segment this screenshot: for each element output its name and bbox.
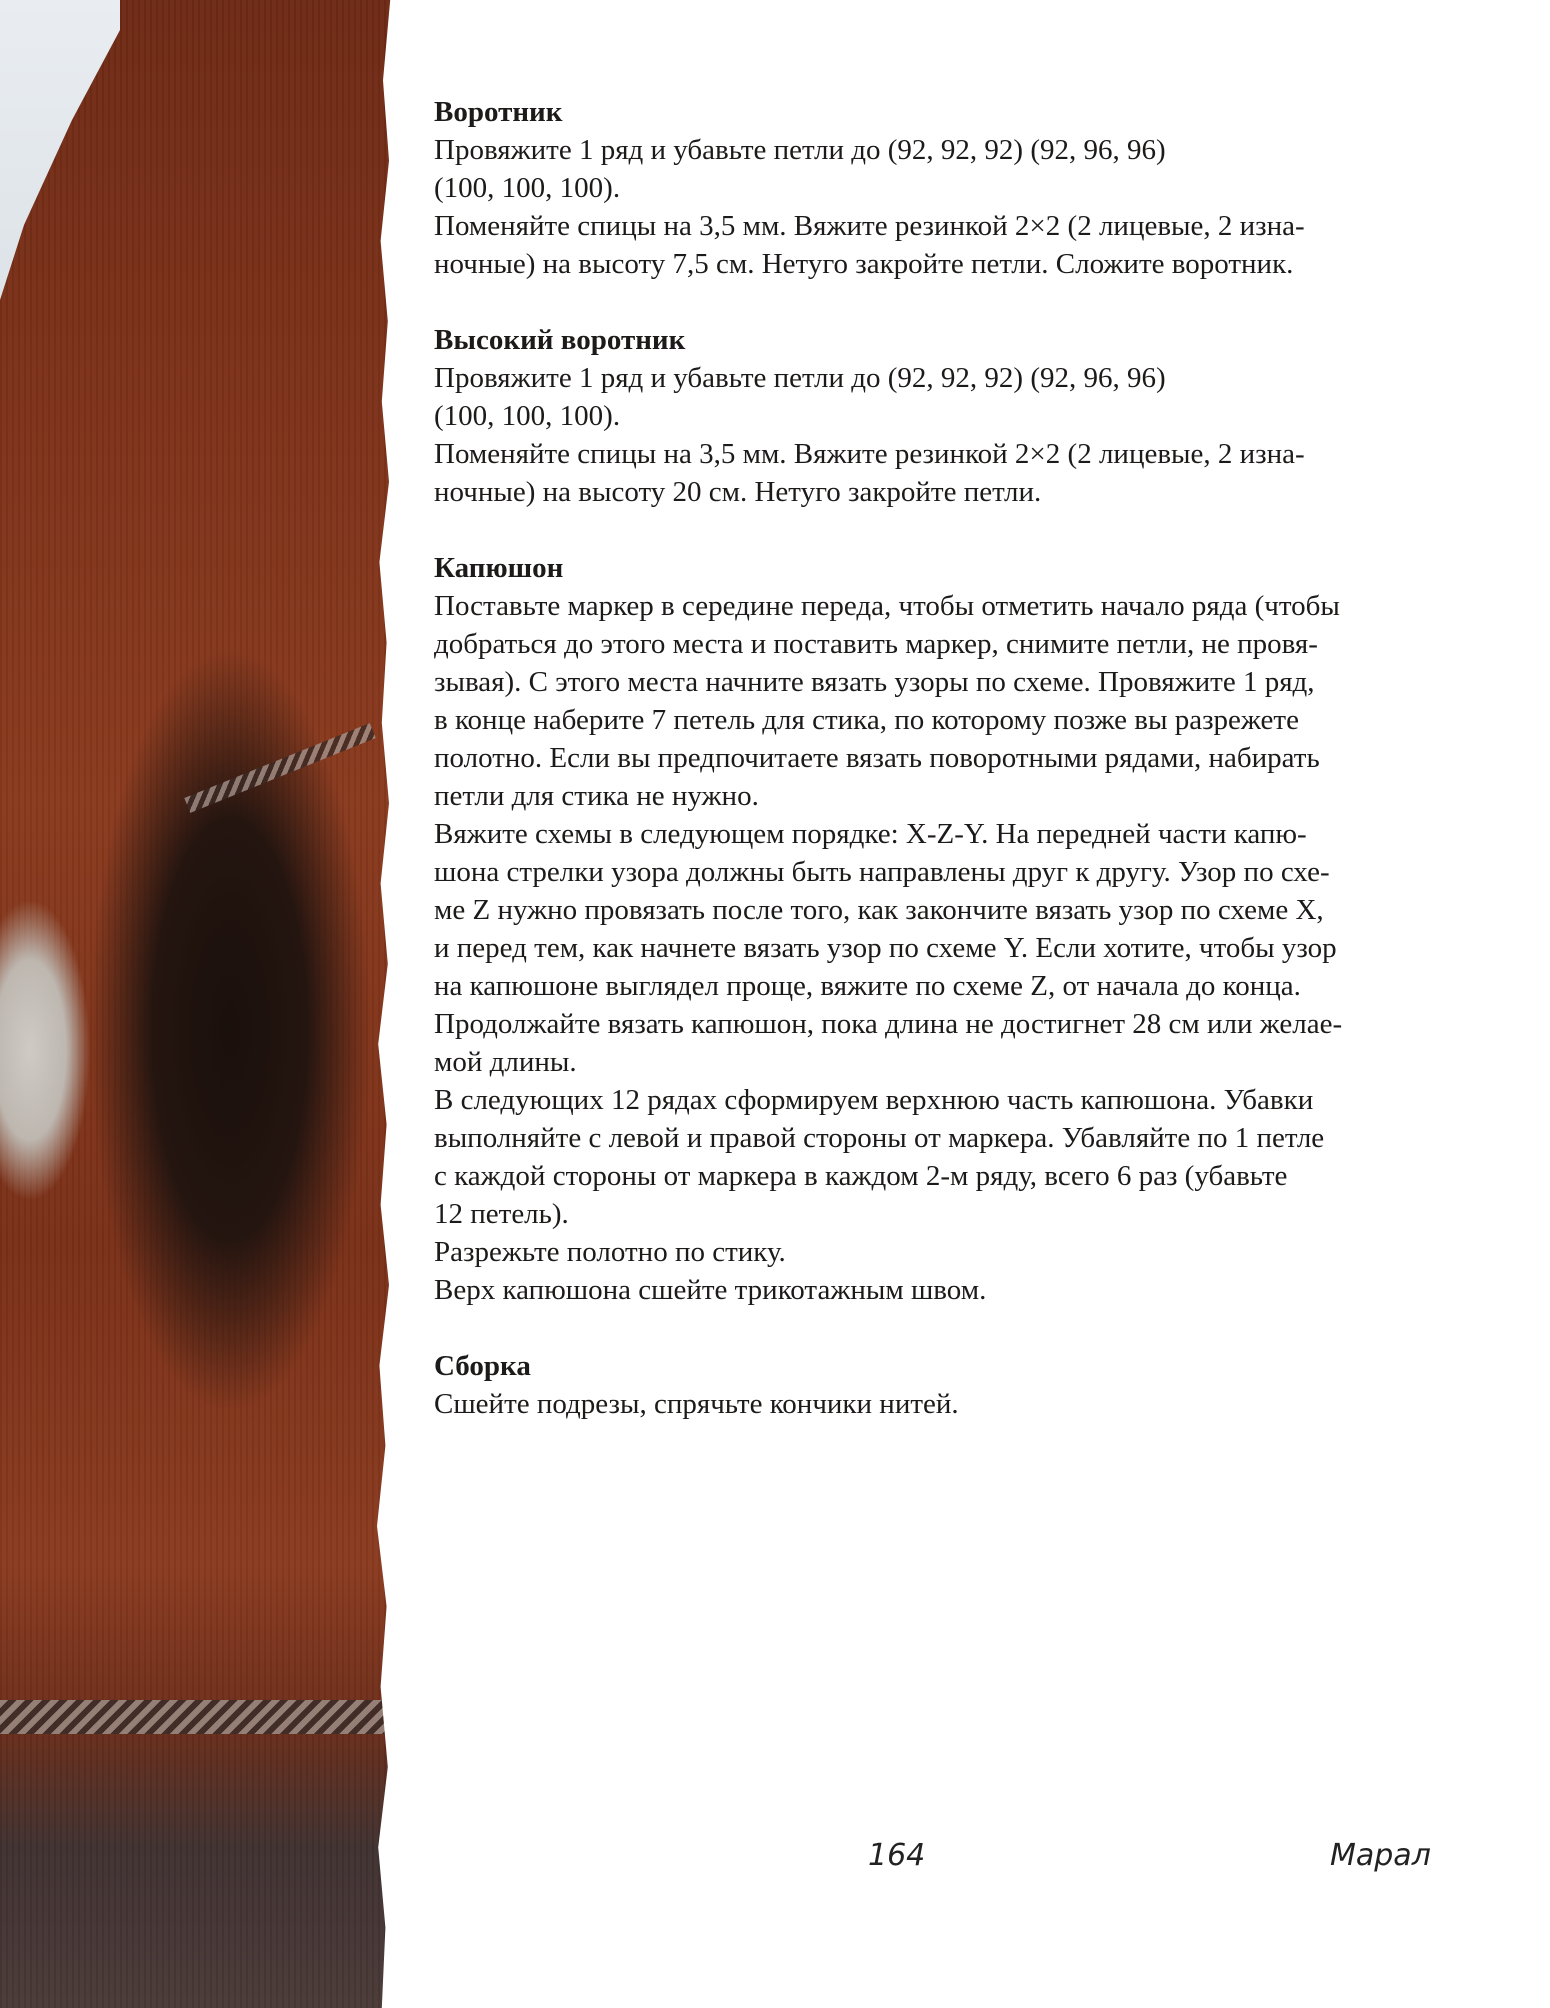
text-line: 12 петель). <box>434 1198 569 1230</box>
text-line: (100, 100, 100). <box>434 400 621 432</box>
text-line: ночные) на высоту 7,5 см. Нетуго закройте петли. Сложите воротник. <box>434 248 1294 280</box>
section-high-collar <box>434 321 1434 511</box>
text-line: В следующих 12 рядах сформируем верхнюю часть капюшона. Убавки <box>434 1084 1314 1116</box>
text-line: шона стрелки узора должны быть направлены друг к другу. Узор по схе- <box>434 856 1330 888</box>
text-line: Поставьте маркер в середине переда, чтобы отметить начало ряда (чтобы <box>434 590 1340 622</box>
section-heading: Воротник <box>434 96 563 128</box>
text-line: Провяжите 1 ряд и убавьте петли до (92, 92, 92) (92, 96, 96) <box>434 362 1166 394</box>
text-line: и перед тем, как начнете вязать узор по схеме Y. Если хотите, чтобы узор <box>434 932 1337 964</box>
hem-stripe <box>0 1700 410 1734</box>
text-line: Сшейте подрезы, спрячьте кончики нитей. <box>434 1388 959 1420</box>
section-heading: Капюшон <box>434 552 564 584</box>
section-collar <box>434 93 1434 283</box>
instructions-text <box>434 93 1434 1461</box>
text-line: добраться до этого места и поставить маркер, снимите петли, не провя- <box>434 628 1318 660</box>
text-line: петли для стика не нужно. <box>434 780 759 812</box>
text-line: Провяжите 1 ряд и убавьте петли до (92, 92, 92) (92, 96, 96) <box>434 134 1166 166</box>
text-line: Разрежьте полотно по стику. <box>434 1236 786 1268</box>
section-body <box>434 1385 1434 1423</box>
text-line: Поменяйте спицы на 3,5 мм. Вяжите резинкой 2×2 (2 лицевые, 2 изна- <box>434 210 1305 242</box>
text-line: выполняйте с левой и правой стороны от маркера. Убавляйте по 1 петле <box>434 1122 1325 1154</box>
text-line: в конце наберите 7 петель для стика, по которому позже вы разрежете <box>434 704 1299 736</box>
text-line: Поменяйте спицы на 3,5 мм. Вяжите резинкой 2×2 (2 лицевые, 2 изна- <box>434 438 1305 470</box>
text-line: ночные) на высоту 20 см. Нетуго закройте петли. <box>434 476 1042 508</box>
knit-hood-photo <box>0 0 410 2008</box>
section-body <box>434 587 1434 1309</box>
sky-area <box>0 0 120 300</box>
text-line: Вяжите схемы в следующем порядке: X-Z-Y. На передней части капю- <box>434 818 1307 850</box>
hand <box>0 890 105 1210</box>
text-line: полотно. Если вы предпочитаете вязать поворотными рядами, набирать <box>434 742 1320 774</box>
text-line: с каждой стороны от маркера в каждом 2-м ряду, всего 6 раз (убавьте <box>434 1160 1288 1192</box>
text-line: зывая). С этого места начните вязать узоры по схеме. Провяжите 1 ряд, <box>434 666 1315 698</box>
text-line: (100, 100, 100). <box>434 172 621 204</box>
page-number: 164 <box>868 1838 926 1873</box>
section-heading: Сборка <box>434 1350 531 1382</box>
brand-name: Марал <box>1330 1838 1431 1873</box>
text-line: Верх капюшона сшейте трикотажным швом. <box>434 1274 987 1306</box>
section-hood <box>434 549 1434 1309</box>
text-line: мой длины. <box>434 1046 577 1078</box>
text-line: ме Z нужно провязать после того, как закончите вязать узор по схеме X, <box>434 894 1324 926</box>
section-body <box>434 359 1434 511</box>
section-assembly <box>434 1347 1434 1423</box>
hood-edge-stripe <box>184 723 375 813</box>
section-heading: Высокий воротник <box>434 324 686 356</box>
text-line: на капюшоне выглядел проще, вяжите по схеме Z, от начала до конца. <box>434 970 1301 1002</box>
section-body <box>434 131 1434 283</box>
text-line: Продолжайте вязать капюшон, пока длина не достигнет 28 см или желае- <box>434 1008 1343 1040</box>
